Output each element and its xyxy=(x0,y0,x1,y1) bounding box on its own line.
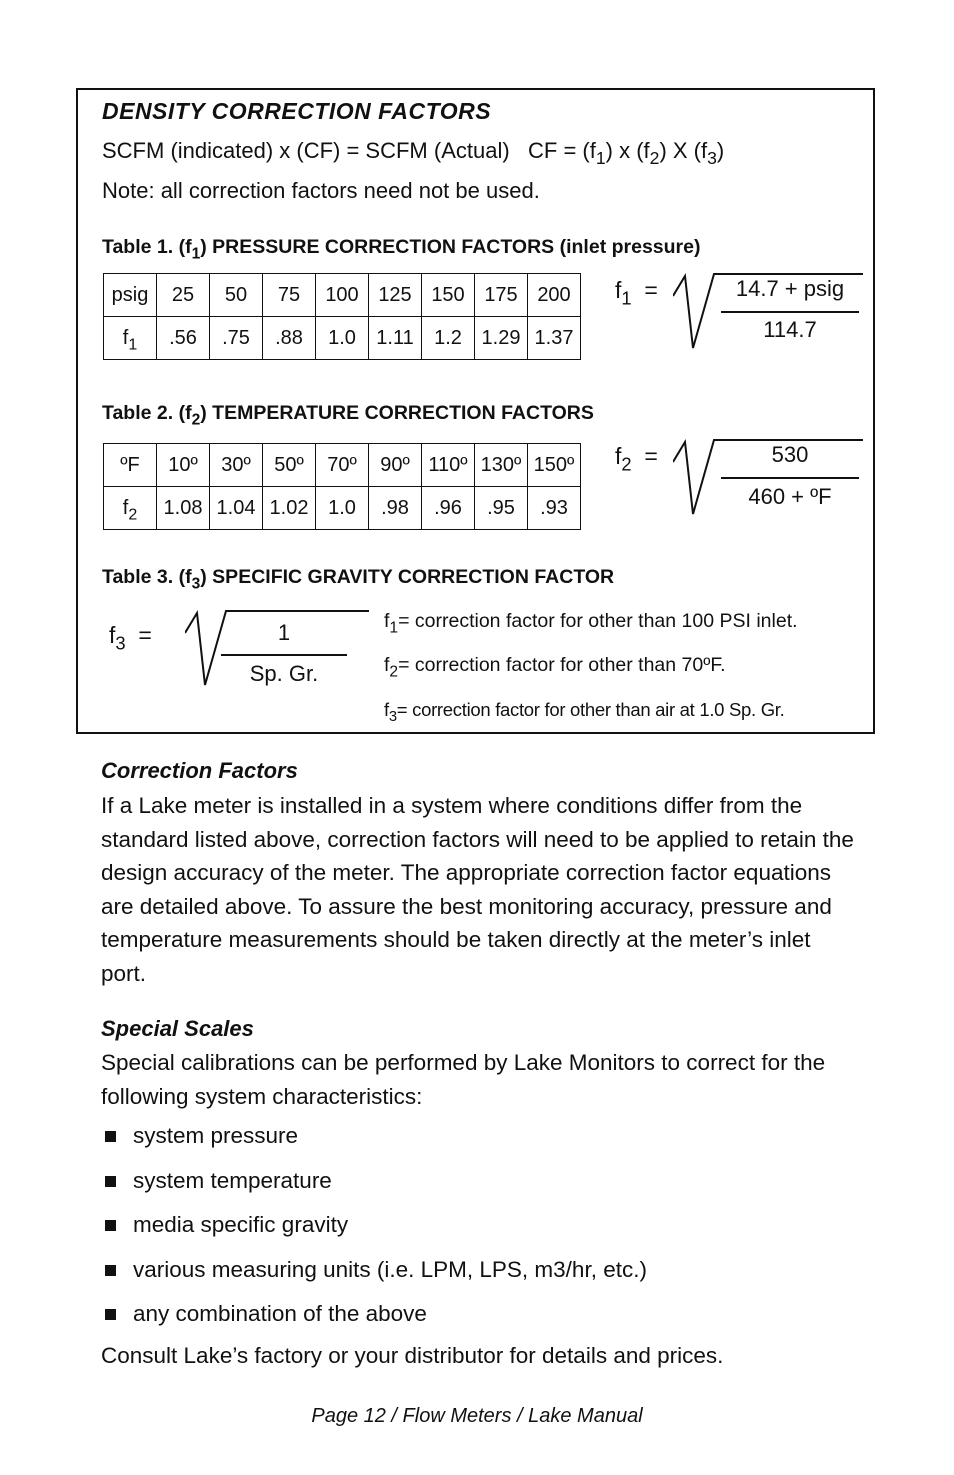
bullet-square-icon xyxy=(105,1220,116,1231)
f2-label: $f_2$ = xyxy=(615,443,658,475)
table-cell: 1.2 xyxy=(422,317,475,360)
definition-f1: $f_1=$ correction factor for other than 100 PSI inlet. xyxy=(384,610,798,637)
table-cell: 1.11 xyxy=(369,317,422,360)
f1-numerator: 14.7 + psig xyxy=(735,276,845,301)
table-row xyxy=(104,317,581,360)
definition-f2: $f_2=$ correction factor for other than 70ºF. xyxy=(384,654,726,681)
f3-denominator: Sp. Gr. xyxy=(249,661,319,686)
table-cell: 150º xyxy=(528,444,581,487)
cf-formula: SCFM (indicated) x (CF) = SCFM (Actual) CF = $(f_1)$ x $(f_2)$ X $(f_3)$ xyxy=(102,138,725,169)
table-row xyxy=(104,274,581,317)
table-cell: 125 xyxy=(369,274,422,317)
correction-factors-body: If a Lake meter is installed in a system where conditions differ from the standard listed above, correction factors will need to be applied to retain the design accuracy of the meter. The appropriate correction factor equations are detailed above. To assure the best monitoring accuracy, pressure and temperature measurements should be taken directly at the meter’s inlet port. xyxy=(101,793,854,986)
f1-label: $f_1$ = xyxy=(615,277,658,309)
table-cell: 1.0 xyxy=(316,317,369,360)
table-cell: 90º xyxy=(369,444,422,487)
table-cell: 110º xyxy=(422,444,475,487)
table-cell: 130º xyxy=(475,444,528,487)
box-title: DENSITY CORRECTION FACTORS xyxy=(102,98,492,124)
table-cell: 1.02 xyxy=(263,487,316,530)
table-cell: 10º xyxy=(157,444,210,487)
f3-numerator: 1 xyxy=(277,620,291,645)
f3-label: $f_3$ = xyxy=(109,622,152,654)
definition-f3: $f_3=$ correction factor for other than air at 1.0 Sp. Gr. xyxy=(384,699,785,726)
table-cell: 50 xyxy=(210,274,263,317)
pressure-table xyxy=(103,273,581,360)
table-cell: 175 xyxy=(475,274,528,317)
bullet-square-icon xyxy=(105,1309,116,1320)
table-cell: 1.0 xyxy=(316,487,369,530)
table-cell: $f_2$ xyxy=(104,487,157,530)
table-cell: 1.29 xyxy=(475,317,528,360)
table-cell: .93 xyxy=(528,487,581,530)
table-row xyxy=(104,487,581,530)
table-cell: ºF xyxy=(104,444,157,487)
table-cell: $f_1$ xyxy=(104,317,157,360)
table1-caption: Table 1. $(f_1)$ PRESSURE CORRECTION FACTORS (inlet pressure) xyxy=(102,236,701,263)
list-item: various measuring units (i.e. LPM, LPS, m3/hr, etc.) xyxy=(101,1252,647,1297)
table-cell: 100 xyxy=(316,274,369,317)
special-scales-list xyxy=(101,1118,647,1341)
f2-denominator: 460 + ºF xyxy=(748,484,832,509)
list-item: any combination of the above xyxy=(101,1296,647,1341)
table-cell: 70º xyxy=(316,444,369,487)
density-correction-box xyxy=(76,88,875,734)
bullet-square-icon xyxy=(105,1131,116,1142)
table-cell: 30º xyxy=(210,444,263,487)
table-cell: psig xyxy=(104,274,157,317)
special-scales-body: Special calibrations can be performed by Lake Monitors to correct for the following system characteristics: xyxy=(101,1050,826,1109)
table-cell: .75 xyxy=(210,317,263,360)
table3-caption: Table 3. $(f_3)$ SPECIFIC GRAVITY CORRECTION FACTOR xyxy=(102,566,615,593)
list-item: system pressure xyxy=(101,1118,647,1163)
table-cell: .96 xyxy=(422,487,475,530)
table-cell: .56 xyxy=(157,317,210,360)
table-cell: 200 xyxy=(528,274,581,317)
table-cell: .95 xyxy=(475,487,528,530)
table-cell: 1.04 xyxy=(210,487,263,530)
f1-denominator: 114.7 xyxy=(763,317,817,342)
table-row xyxy=(104,444,581,487)
table-cell: 150 xyxy=(422,274,475,317)
list-item: media specific gravity xyxy=(101,1207,647,1252)
bullet-square-icon xyxy=(105,1176,116,1187)
list-item: system temperature xyxy=(101,1163,647,1208)
note: Note: all correction factors need not be used. xyxy=(102,178,540,203)
table-cell: .98 xyxy=(369,487,422,530)
page-footer: Page 12 / Flow Meters / Lake Manual xyxy=(311,1405,643,1427)
bullet-square-icon xyxy=(105,1265,116,1276)
consult-text: Consult Lake’s factory or your distributor for details and prices. xyxy=(101,1343,724,1368)
table-cell: 50º xyxy=(263,444,316,487)
temperature-table xyxy=(103,443,581,530)
table-cell: 25 xyxy=(157,274,210,317)
table-cell: 1.08 xyxy=(157,487,210,530)
f2-numerator: 530 xyxy=(771,442,809,467)
correction-factors-heading: Correction Factors xyxy=(101,758,298,783)
table2-caption: Table 2. $(f_2)$ TEMPERATURE CORRECTION FACTORS xyxy=(102,402,594,429)
table-cell: 1.37 xyxy=(528,317,581,360)
special-scales-heading: Special Scales xyxy=(101,1016,254,1041)
table-cell: 75 xyxy=(263,274,316,317)
table-cell: .88 xyxy=(263,317,316,360)
